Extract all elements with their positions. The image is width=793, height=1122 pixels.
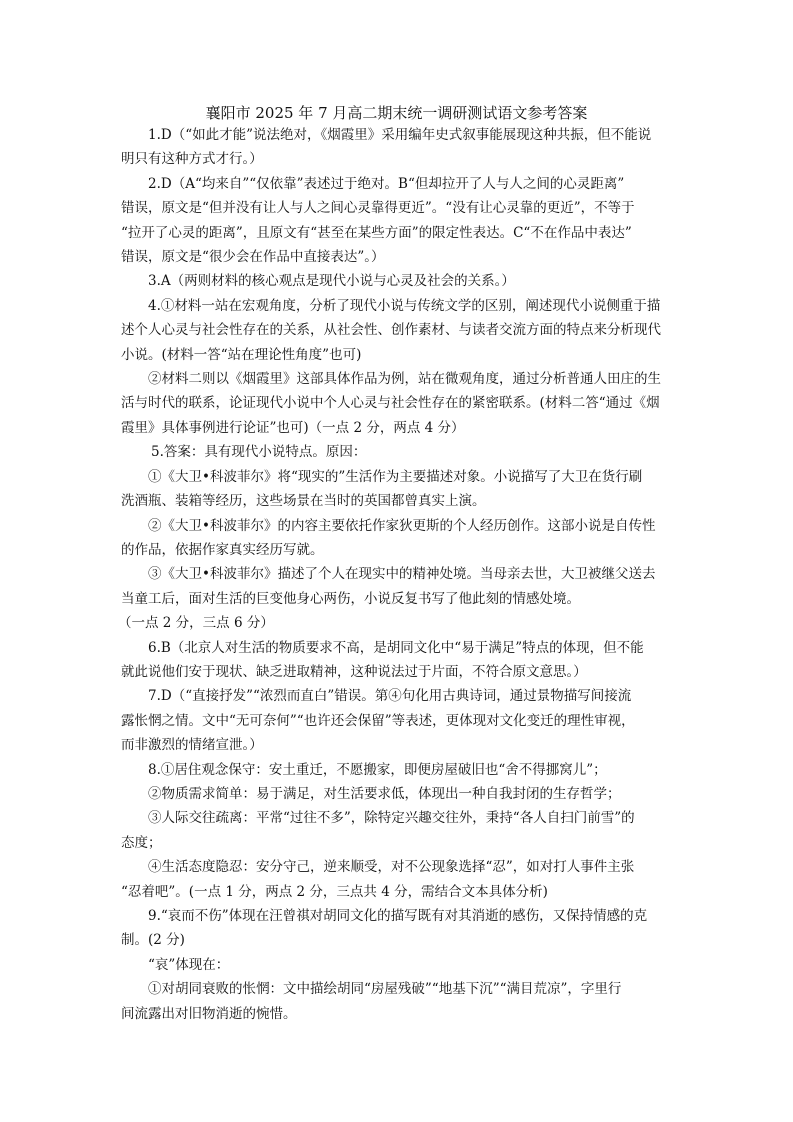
- answer-2-line-4: 错误，原文是“很少会在作品中直接表达”。）: [121, 249, 385, 266]
- answer-2-line-3: “拉开了心灵的距离”，且原文有“甚至在某些方面”的限定性表达。C“不在作品中表达”: [121, 224, 632, 241]
- page-title: 襄阳市 2025 年 7 月高二期末统一调研测试语文参考答案: [205, 104, 588, 122]
- answer-8-line-4: 态度；: [121, 834, 162, 851]
- answer-2-line-2: 错误，原文是“但并没有让人与人之间心灵靠得更近”。“没有让心灵靠的更近”，不等于: [121, 200, 635, 217]
- answer-9-line-3: “哀”体现在：: [148, 956, 230, 973]
- answer-1-line-1: 1.D（“如此才能”说法绝对，《烟霞里》采用编年史式叙事能展现这种共振，但不能说: [148, 127, 652, 143]
- answer-8-line-5: ④生活态度隐忍：安分守己，逆来顺受，对不公现象选择“忍”，如对打人事件主张: [148, 859, 635, 876]
- answer-9-line-2: 制。(2 分): [121, 932, 185, 949]
- answer-1-line-2: 明只有这种方式才行。）: [121, 151, 263, 168]
- answer-8-line-2: ②物质需求简单：易于满足，对生活要求低，体现出一种自我封闭的生存哲学；: [148, 785, 621, 802]
- answer-5-line-2: ①《大卫•科波菲尔》将“现实的”生活作为主要描述对象。小说描写了大卫在货行刷: [148, 468, 643, 485]
- answer-4-line-4: ②材料二则以《烟霞里》这部具体作品为例，站在微观角度，通过分析普通人田庄的生: [148, 371, 661, 388]
- answer-5-line-5: 的作品，依据作家真实经历写就。: [121, 541, 324, 558]
- answer-5-line-6: ③《大卫•科波菲尔》描述了个人在现实中的精神处境。当母亲去世，大卫被继父送去: [148, 566, 656, 583]
- answer-body: [118, 123, 677, 1026]
- answer-9-line-4: ①对胡同衰败的怅惘：文中描绘胡同“房屋残破”“地基下沉”“满目荒凉”，字里行: [148, 981, 622, 998]
- answer-8-line-1: 8.①居住观念保守：安土重迁，不愿搬家，即便房屋破旧也“舍不得挪窝儿”；: [148, 761, 607, 778]
- answer-6-line-2: 就此说他们安于现状、缺乏进取精神，这种说法过于片面，不符合原文意思。）: [121, 663, 587, 680]
- answer-9-line-1: 9.“哀而不伤”体现在汪曾祺对胡同文化的描写既有对其消逝的感伤，又保持情感的克: [148, 908, 648, 924]
- answer-7-line-3: 而非激烈的情绪宣泄。）: [121, 737, 263, 754]
- answer-4-line-5: 活与时代的联系，论证现代小说中个人心灵与社会性存在的紧密联系。(材料二答“通过《烟: [121, 395, 660, 412]
- answer-7-line-2: 露怅惘之情。文中“无可奈何”“也许还会保留”等表述，更体现对文化变迁的理性审视，: [121, 712, 635, 729]
- answer-8-line-3: ③人际交往疏离：平常“过往不多”，除特定兴趣交往外，秉持“各人自扫门前雪”的: [148, 810, 635, 827]
- answer-6-line-1: 6.B（北京人对生活的物质要求不高，是胡同文化中“易于满足”特点的体现，但不能: [148, 639, 644, 656]
- answer-8-line-6: “忍着吧”。(一点 1 分，两点 2 分，三点共 4 分，需结合文本具体分析): [121, 883, 548, 900]
- answer-5-scoring: （一点 2 分，三点 6 分）: [118, 615, 274, 632]
- answer-9-line-5: 间流露出对旧物消逝的惋惜。: [121, 1005, 297, 1022]
- answer-7-line-1: 7.D（“直接抒发”“浓烈而直白”错误。第④句化用古典诗词，通过景物描写间接流: [148, 688, 632, 705]
- answer-4-line-2: 述个人心灵与社会性存在的关系，从社会性、创作素材、与读者交流方面的特点来分析现代: [121, 322, 661, 339]
- answer-5-line-7: 当童工后，面对生活的巨变他身心两伤，小说反复书写了他此刻的情感处境。: [121, 590, 580, 607]
- answer-4-line-6: 霞里》具体事例进行论证”也可)（一点 2 分，两点 4 分）: [121, 419, 465, 436]
- answer-3-line-1: 3.A（两则材料的核心观点是现代小说与心灵及社会的关系。）: [148, 273, 515, 290]
- answer-5-line-1: 5.答案：具有现代小说特点。原因：: [151, 444, 367, 461]
- answer-5-line-4: ②《大卫•科波菲尔》的内容主要依托作家狄更斯的个人经历创作。这部小说是自传性: [148, 517, 656, 534]
- answer-4-line-3: 小说。(材料一答“站在理论性角度”也可): [121, 346, 362, 363]
- answer-4-line-1: 4.①材料一站在宏观角度，分析了现代小说与传统文学的区别，阐述现代小说侧重于描: [148, 297, 661, 314]
- answer-2-line-1: 2.D（A“均来自”“仅依靠”表述过于绝对。B“但却拉开了人与人之间的心灵距离”: [148, 175, 625, 192]
- answer-5-line-3: 洗酒瓶、装箱等经历，这些场景在当时的英国都曾真实上演。: [121, 493, 486, 510]
